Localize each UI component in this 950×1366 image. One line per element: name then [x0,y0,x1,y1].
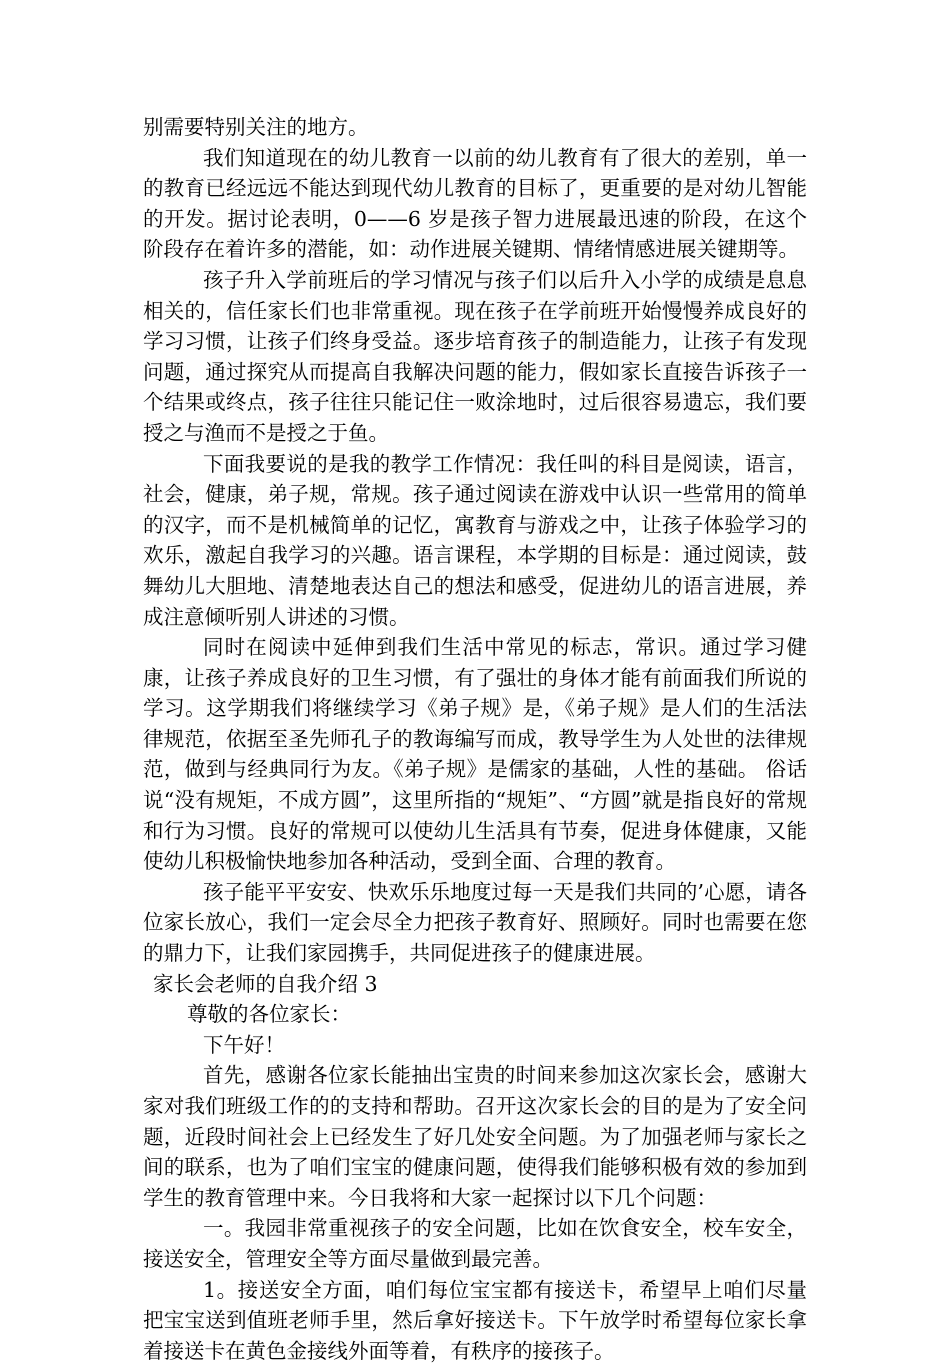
greeting: 下午好！ [203,1032,285,1057]
paragraph-4: 下面我要说的是我的教学工作情况：我任叫的科目是阅读，语言，社会，健康，弟子规，常规。孩子通过阅读在游戏中认识一些常用的简单的汉字，而不是机械简单的记忆，寓教育与游戏之中，让孩子体验学习的欢乐，激起自我学习的兴趣。语言课程，本学期的目标是：通过阅读，鼓舞幼儿大胆地、清楚地表达自己的想法和感受，促进幼儿的语言进展，养成注意倾听别人讲述的习惯。 [143,451,807,629]
salutation: 尊敬的各位家长： [187,1002,351,1027]
paragraph-pickup: 1。接送安全方面，咱们每位宝宝都有接送卡，希望早上咱们尽量把宝宝送到值班老师手里，然后拿好接送卡。下午放学时希望每位家长拿着接送卡在黄色金接线外面等着，有秩序的接孩子。 [143,1277,807,1363]
paragraph-intro: 首先，感谢各位家长能抽出宝贵的时间来参加这次家长会，感谢大家对我们班级工作的的支持和帮助。召开这次家长会的目的是为了安全问题，近段时间社会上已经发生了好几处安全问题。为了加强老师与家长之间的联系，也为了咱们宝宝的健康问题，使得我们能够积极有效的参加到学生的教育管理中来。今日我将和大家一起探讨以下几个问题： [143,1063,807,1210]
paragraph-3: 孩子升入学前班后的学习情况与孩子们以后升入小学的成绩是息息相关的，信任家长们也非常重视。现在孩子在学前班开始慢慢养成良好的学习习惯，让孩子们终身受益。逐步培育孩子的制造能力，让孩子有发现问题，通过探究从而提高自我解决问题的能力，假如家长直接告诉孩子一个结果或终点，孩子往往只能记住一败涂地时，过后很容易遗忘，我们要授之与渔而不是授之于鱼。 [143,267,807,445]
paragraph-6: 孩子能平平安安、快欢乐乐地度过每一天是我们共同的’心愿，请各位家长放心，我们一定会尽全力把孩子教育好、照顾好。同时也需要在您的鼎力下，让我们家园携手，共同促进孩子的健康进展。 [143,879,807,966]
paragraph-5: 同时在阅读中延伸到我们生活中常见的标志，常识。通过学习健康，让孩子养成良好的卫生习惯，有了强壮的身体才能有前面我们所说的学习。这学期我们将继续学习《弟子规》是，《弟子规》是人们的生活法律规范，依据至圣先师孔子的教诲编写而成，教导学生为人处世的法律规范，做到与经典同行为友。《弟子规》是儒家的基础，人性的基础。 俗话说“没有规矩，不成方圆”，这里所指的“规矩”、“方圆”就是指良好的常规和行为习惯。良好的常规可以使幼儿生活具有节奏，促进身体健康，又能使幼儿积极愉快地参加各种活动，受到全面、合理的教育。 [143,635,807,874]
paragraph-safety: 一。我园非常重视孩子的安全问题，比如在饮食安全，校车安全，接送安全，管理安全等方面尽量做到最完善。 [143,1216,807,1271]
paragraph-1: 别需要特别关注的地方。 [143,115,369,139]
section-heading: 家长会老师的自我介绍 3 [153,971,378,996]
document-page [143,112,807,1366]
paragraph-2: 我们知道现在的幼儿教育一以前的幼儿教育有了很大的差别，单一的教育已经远远不能达到现代幼儿教育的目标了，更重要的是对幼儿智能的开发。据讨论表明，0——6 岁是孩子智力进展最迅速的阶段，在这个阶段存在着许多的潜能，如：动作进展关键期、情绪情感进展关键期等。 [143,145,807,262]
